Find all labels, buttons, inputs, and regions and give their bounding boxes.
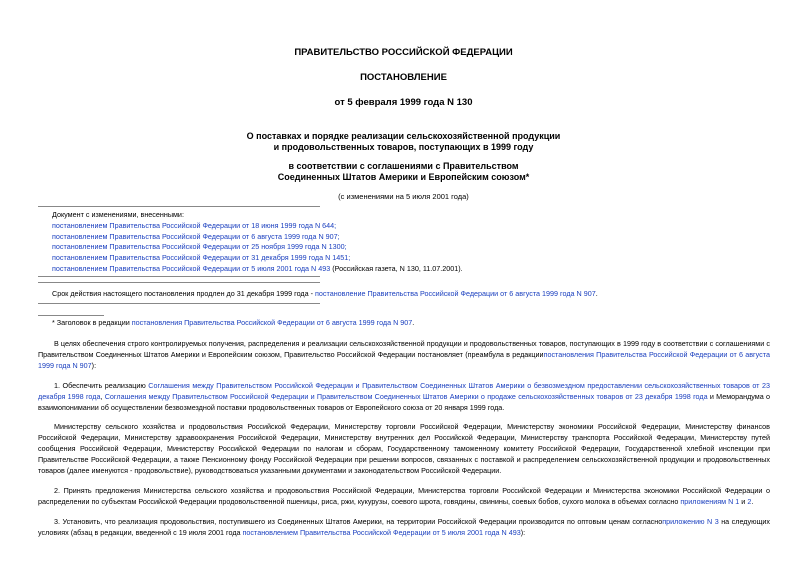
title-line-4: Соединенных Штатов Америки и Европейским союзом* xyxy=(277,172,530,182)
paragraph-ministries: Министерству сельского хозяйства и продовольствия Российской Федерации, Министерству торговли Российской Федерации, Министерству экономики Российской Федерации, Министерству финансов Российской Федерации, Министерству здравоохранения Российской Федерации, Министерству внутренних дел Российской Федерации, Министерству транспорта Российской Федерации, Министерству путей сообщения Российской Федерации, Министерству Российской Федерации по налогам и сборам, Государственному таможенному комитету Российской Федерации, Государственной хлебной инспекции при Правительстве Российской Федерации, а также Пенсионному фонду Российской Федерации при решении вопросов, связанных с поставкой и распределением сельскохозяйственной продукции и продовольственных товаров (далее именуются - продовольствие), руководствоваться указанными документами и законодательством Российской Федерации. xyxy=(38,422,770,475)
paragraph-1: 1. Обеспечить реализацию Соглашения между Правительством Российской Федерации и Правительством Соединенных Штатов Америки о безвозмездном предоставлении сельскохозяйственных товаров от 23 декабря 1998 года, Соглашения между Правительством Российской Федерации и Правительством Соединенных Штатов Америки о продаже сельскохозяйственных товаров от 23 декабря 1998 года и Меморандума о взаимопонимании об осуществлении безвозмездной поставки продовольственных товаров от Европейского союза от 20 января 1999 года. xyxy=(38,381,771,412)
changes-intro: Документ с изменениями, внесенными: xyxy=(52,210,184,219)
footnote-divider xyxy=(38,315,104,316)
change-link[interactable]: постановлением Правительства Российской Федерации от 25 ноября 1999 года N 1300; xyxy=(52,242,347,251)
document-date: от 5 февраля 1999 года N 130 xyxy=(334,97,473,108)
title-line-1: О поставках и порядке реализации сельскохозяйственной продукции xyxy=(246,131,561,141)
change-item xyxy=(52,253,350,263)
footnote-link[interactable]: постановления Правительства Российской Федерации от 6 августа 1999 года N 907 xyxy=(131,318,413,327)
change-item xyxy=(52,242,347,252)
change-item xyxy=(52,221,336,231)
agreement-link-2[interactable]: Соглашения между Правительством Российской Федерации и Правительством Соединенных Штатов Америки о продаже сельскохозяйственных товаров от 23 декабря 1998 года xyxy=(104,392,708,401)
divider xyxy=(38,303,320,304)
document-type: ПОСТАНОВЛЕНИЕ xyxy=(360,72,447,83)
appendix-link-3[interactable]: приложению N 3 xyxy=(662,517,719,526)
divider xyxy=(38,282,320,283)
change-link[interactable]: постановлением Правительства Российской Федерации от 5 июля 2001 года N 493 xyxy=(52,264,331,273)
divider xyxy=(38,206,320,207)
appendix-link-2[interactable]: 2 xyxy=(747,497,752,506)
footnote: * Заголовок в редакции постановления Правительства Российской Федерации от 6 августа 1999 года N 907. xyxy=(52,318,415,327)
change-link[interactable]: постановлением Правительства Российской Федерации от 31 декабря 1999 года N 1451; xyxy=(52,253,351,262)
title-line-2: и продовольственных товаров, поступающих в 1999 году xyxy=(273,142,534,152)
change-item-tail: (Российская газета, N 130, 11.07.2001). xyxy=(330,264,463,273)
amendment-note: (с изменениями на 5 июля 2001 года) xyxy=(338,192,469,201)
agreement-link-1[interactable]: Соглашения между Правительством Российской Федерации и Правительством Соединенных Штатов Америки о безвозмездном предоставлении сельскохозяйственных товаров от 23 декабря 1998 года xyxy=(38,381,770,401)
change-link[interactable]: постановлением Правительства Российской Федерации от 18 июня 1999 года N 644; xyxy=(52,221,337,230)
paragraph-2: 2. Принять предложения Министерства сельского хозяйства и продовольствия Российской Федерации, Министерства торговли Российской Федерации и Министерства экономики Российской Федерации о распределении по субъектам Российской Федерации продовольственной пшеницы, риса, ржи, кукурузы, соевого шрота, говядины, свинины, соевых бобов, сухого молока в объемах согласно приложениям N 1 и 2. xyxy=(38,486,770,506)
government-heading: ПРАВИТЕЛЬСТВО РОССИЙСКОЙ ФЕДЕРАЦИИ xyxy=(294,47,513,58)
amendment-link[interactable]: постановлением Правительства Российской Федерации от 5 июля 2001 года N 493 xyxy=(242,528,521,537)
validity-link[interactable]: постановление Правительства Российской Федерации от 6 августа 1999 года N 907 xyxy=(315,289,596,298)
change-link[interactable]: постановлением Правительства Российской Федерации от 6 августа 1999 года N 907; xyxy=(52,232,340,241)
paragraph-3: 3. Установить, что реализация продовольствия, поступившего из Соединенных Штатов Америки, на территории Российской Федерации производится по оптовым ценам согласноприложению N 3 на следующих условиях (абзац в редакции, введенной с 19 июля 2001 года постановлением Правительства Российской Федерации от 5 июля 2001 года N 493): xyxy=(38,517,770,537)
title-line-3: в соответствии с соглашениями с Правительством xyxy=(288,161,519,171)
preamble-paragraph: В целях обеспечения строго контролируемых получения, распределения и реализации сельскохозяйственной продукции и продовольственных товаров, поступающих в 1999 году в соответствии с соглашениями с Правительством Соединенных Штатов Америки и Европейским союзом, Правительство Российской Федерации постановляет (преамбула в редакциипостановления Правительства Российской Федерации от 6 августа 1999 года N 907): xyxy=(38,339,770,370)
preamble-link[interactable]: постановления Правительства Российской Федерации от 6 августа 1999 года N 907 xyxy=(38,350,770,370)
validity-note: Срок действия настоящего постановления продлен до 31 декабря 1999 года - постановление Правительства Российской Федерации от 6 августа 1999 года N 907. xyxy=(52,289,598,298)
divider xyxy=(38,276,320,277)
change-item xyxy=(52,232,340,242)
change-item xyxy=(52,264,463,274)
appendix-link-1[interactable]: приложениям N 1 xyxy=(680,497,740,506)
